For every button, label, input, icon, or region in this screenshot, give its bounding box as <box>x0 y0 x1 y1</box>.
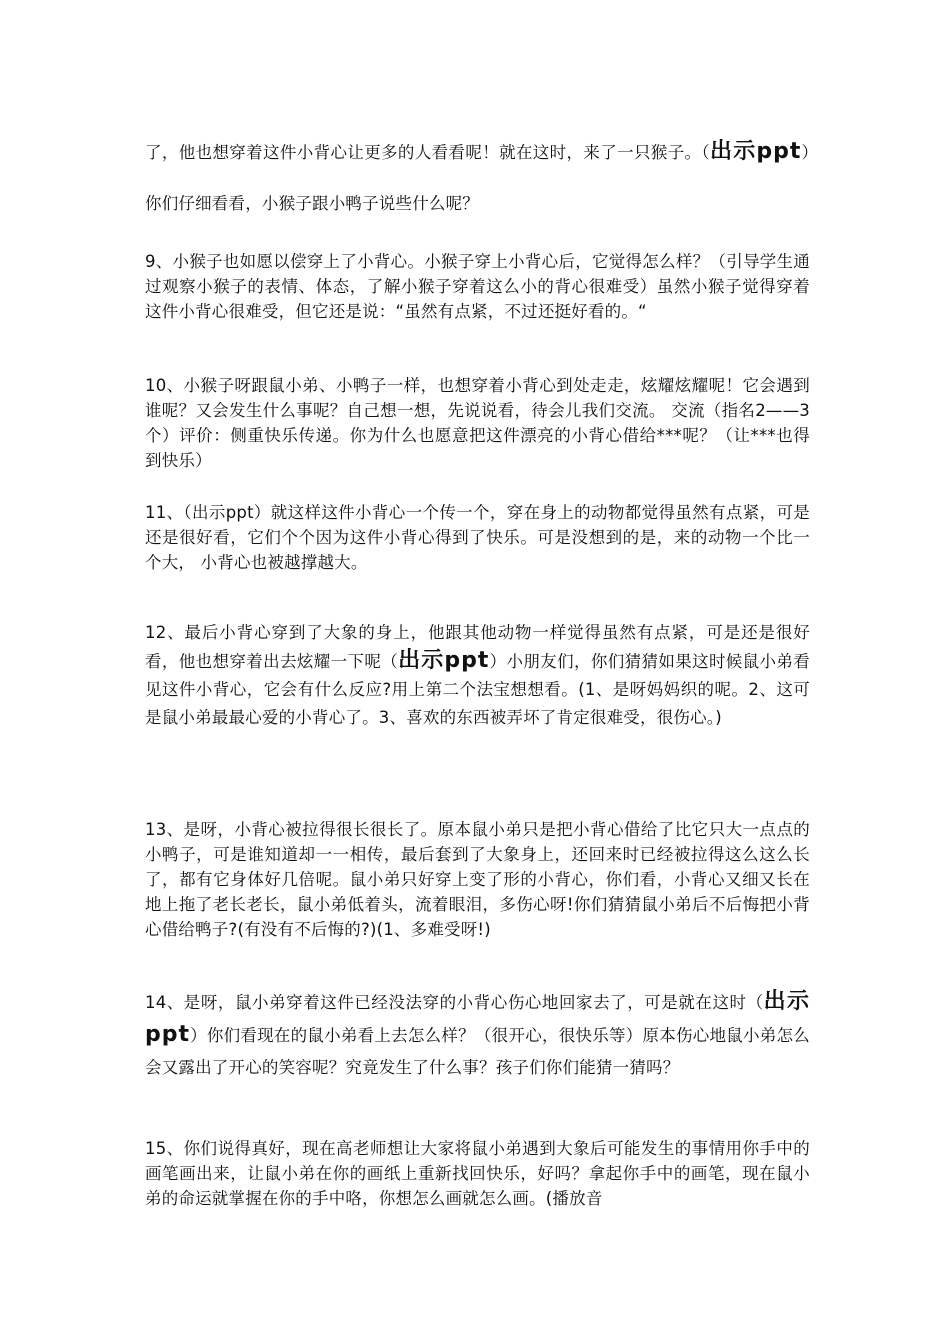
paragraph-14 <box>145 986 810 1084</box>
show-ppt-label: 出示ppt <box>398 648 490 673</box>
paragraph-intro-text-1: 了，他也想穿着这件小背心让更多的人看看呢！就在这时，来了一只猴子。（ <box>145 143 711 162</box>
show-ppt-label: 出示ppt <box>145 989 810 1047</box>
paragraph-12-text-2: ）小朋友们，你们猜猜如果这时候鼠小弟看见这件小背心，它会有什么反应?用上第二个法宝想想看。(1、是呀妈妈织的呢。2、这可是鼠小弟最最心爱的小背心了。3、喜欢的东西被弄坏了肯定很难受，很伤心。) <box>145 652 810 727</box>
show-ppt-label: 出示ppt <box>710 139 802 164</box>
paragraph-10: 10、小猴子呀跟鼠小弟、小鸭子一样，也想穿着小背心到处走走，炫耀炫耀呢！它会遇到谁呢？又会发生什么事呢？自己想一想，先说说看，待会儿我们交流。 交流（指名2——3个）评价：侧重快乐传递。你为什么也愿意把这件漂亮的小背心借给***呢？（让***也得到快乐） <box>145 376 810 470</box>
paragraph-12 <box>145 619 810 732</box>
paragraph-9: 9、小猴子也如愿以偿穿上了小背心。小猴子穿上小背心后，它觉得怎么样？（引导学生通过观察小猴子的表情、体态，了解小猴子穿着这么小的背心很难受）虽然小猴子觉得穿着这件小背心很难受，但它还是说：“虽然有点紧，不过还挺好看的。“ <box>145 252 810 321</box>
paragraph-12-text-1: 12、最后小背心穿到了大象的身上，他跟其他动物一样觉得虽然有点紧，可是还是很好看，他也想穿着出去炫耀一下呢（ <box>145 623 810 671</box>
paragraph-intro-text-2: ）你们仔细看看，小猴子跟小鸭子说些什么呢？ <box>145 143 811 213</box>
paragraph-intro <box>145 126 810 229</box>
paragraph-13: 13、是呀，小背心被拉得很长很长了。原本鼠小弟只是把小背心借给了比它只大一点点的小鸭子，可是谁知道却一一相传，最后套到了大象身上，还回来时已经被拉得这么这么长了，都有它身体好几倍呢。鼠小弟只好穿上变了形的小背心，你们看，小背心又细又长在地上拖了老长老长，鼠小弟低着头，流着眼泪，多伤心呀!你们猜猜鼠小弟后不后悔把小背心借给鸭子?(有没有不后悔的?)(1、多难受呀!) <box>145 820 810 939</box>
paragraph-14-text-1: 14、是呀，鼠小弟穿着这件已经没法穿的小背心伤心地回家去了，可是就在这时（ <box>145 993 764 1012</box>
paragraph-11: 11、（出示ppt）就这样这件小背心一个传一个，穿在身上的动物都觉得虽然有点紧，可是还是很好看，它们个个因为这件小背心得到了快乐。可是没想到的是，来的动物一个比一个大， 小背心也被越撑越大。 <box>145 503 810 572</box>
paragraph-14-text-2: ）你们看现在的鼠小弟看上去怎么样？（很开心，很快乐等）原本伤心地鼠小弟怎么会又露出了开心的笑容呢？究竟发生了什么事？孩子们你们能猜一猜吗？ <box>145 1026 810 1077</box>
paragraph-15: 15、你们说得真好，现在高老师想让大家将鼠小弟遇到大象后可能发生的事情用你手中的画笔画出来，让鼠小弟在你的画纸上重新找回快乐，好吗？拿起你手中的画笔，现在鼠小弟的命运就掌握在你的手中咯，你想怎么画就怎么画。(播放音 <box>145 1139 810 1208</box>
